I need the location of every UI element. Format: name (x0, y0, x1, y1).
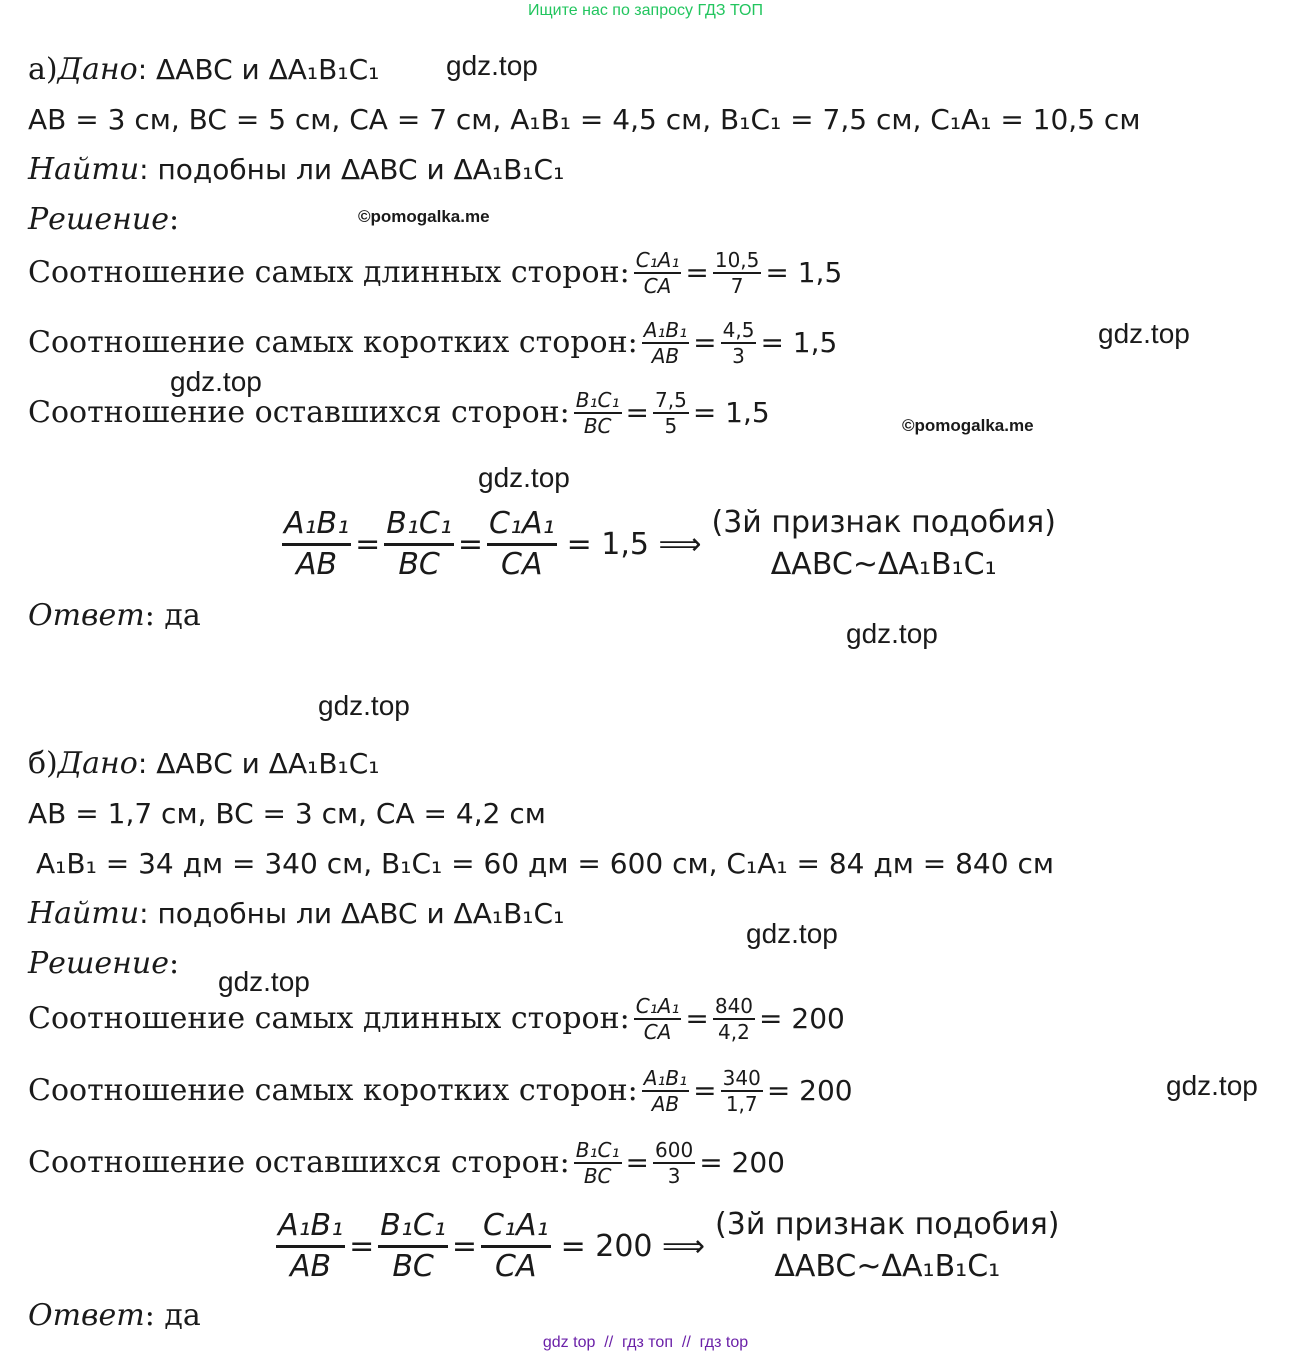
fraction (574, 388, 622, 438)
fraction-numerator: A₁B₁ (282, 505, 351, 546)
fraction-numerator: 840 (714, 994, 754, 1018)
watermark-pomogalka: ©pomogalka.me (902, 416, 1034, 435)
fraction-numerator: B₁C₁ (378, 1207, 448, 1248)
fraction-numerator: 340 (722, 1066, 761, 1090)
part-a-ratio-short: Соотношение самых коротких сторон: $\frac{\text{A₁B₁}}{AB}$ = $\frac{4,5}{3}$ = 1,5 (28, 318, 838, 368)
fraction-numerator: 7,5 (655, 388, 687, 412)
fraction (642, 318, 689, 368)
similarity-statement: ΔABC~ΔA₁B₁C₁ (774, 1249, 1001, 1284)
fraction-numerator: 10,5 (714, 248, 760, 272)
naiti-label: Найти (28, 152, 140, 187)
given-triangles: : ΔABC и ΔA₁B₁C₁ (137, 747, 380, 780)
fraction-denominator: CA (643, 1020, 672, 1044)
ratio-result: = 1,5 (760, 326, 838, 359)
fraction-denominator: AB (651, 1092, 680, 1116)
fraction-denominator: 3 (732, 344, 745, 368)
watermark-gdz: gdz.top (478, 462, 570, 493)
part-b-given-line (28, 746, 380, 782)
fraction-denominator: BC (583, 1164, 612, 1188)
part-a-label: а) (28, 52, 58, 87)
similarity-criterion: (3й признак подобия) (711, 505, 1056, 540)
ratio-result: = 1,5 (692, 396, 770, 429)
part-b-find-line (28, 896, 564, 932)
part-a-given-line (28, 52, 379, 88)
find-text: : подобны ли ΔABC и ΔA₁B₁C₁ (139, 153, 565, 186)
conclusion-note-block (712, 502, 1056, 586)
part-a-sides: AB = 3 см, BC = 5 см, CA = 7 см, A₁B₁ = 4,5 см, B₁C₁ = 7,5 см, C₁A₁ = 10,5 см (28, 103, 1141, 136)
ratio-long-label: Соотношение самых длинных сторон: (28, 1001, 630, 1036)
ratio-result: = 200 (699, 1146, 785, 1179)
reshenie-label: Решение (28, 946, 169, 981)
fraction-denominator: 5 (664, 414, 678, 438)
ratio-rest-label: Соотношение оставшихся сторон: (28, 395, 570, 430)
conclusion-result: = 200 ⟹ (560, 1228, 706, 1264)
fraction (634, 994, 682, 1044)
watermark-pomogalka: ©pomogalka.me (358, 207, 490, 226)
footer-links[interactable]: gdz top // гдз топ // гдз top (542, 1334, 749, 1351)
fraction (642, 1066, 689, 1116)
part-a-find-line (28, 152, 564, 188)
ratio-short-label: Соотношение самых коротких сторон: (28, 325, 638, 360)
fraction-denominator: 4,2 (718, 1020, 750, 1044)
conclusion-note-block (715, 1204, 1059, 1288)
fraction-numerator: A₁B₁ (643, 318, 688, 342)
fraction (487, 505, 557, 584)
watermark-gdz: gdz.top (846, 618, 938, 649)
ratio-rest-label: Соотношение оставшихся сторон: (28, 1145, 570, 1180)
fraction-denominator: CA (501, 546, 543, 582)
find-text: : подобны ли ΔABC и ΔA₁B₁C₁ (139, 897, 565, 930)
watermark-gdz: gdz.top (1098, 318, 1190, 349)
fraction-numerator: C₁A₁ (487, 505, 557, 546)
fraction (634, 248, 682, 298)
colon: : (168, 202, 180, 237)
fraction (282, 505, 351, 584)
ratio-long-label: Соотношение самых длинных сторон: (28, 255, 630, 290)
part-a-conclusion: $\frac{\text{A₁B₁}}{AB}$ = $\frac{\text{B₁C₁}}{BC}$ = $\frac{\text{C₁A₁}}{CA}$ = 1,5 ⟹ (3й признак подобия) ΔABC~ΔA₁B₁C₁ (278, 502, 1056, 586)
fraction-denominator: AB (290, 1248, 332, 1284)
fraction (574, 1138, 622, 1188)
part-b-ratio-rest: Соотношение оставшихся сторон: $\frac{\text{B₁C₁}}{BC}$ = $\frac{600}{3}$ = 200 (28, 1138, 785, 1188)
part-a-ratio-rest: Соотношение оставшихся сторон: $\frac{\text{B₁C₁}}{BC}$ = $\frac{7,5}{5}$ = 1,5 (28, 388, 770, 438)
fraction-denominator: 3 (667, 1164, 681, 1188)
ratio-result: = 200 (766, 1074, 853, 1107)
fraction-numerator: 600 (655, 1138, 694, 1162)
ratio-result: = 1,5 (765, 256, 843, 289)
part-b-sides: AB = 1,7 см, BC = 3 см, CA = 4,2 см (28, 797, 546, 830)
fraction-numerator: A₁B₁ (276, 1207, 345, 1248)
fraction (713, 994, 755, 1044)
part-b-answer (28, 1298, 201, 1334)
fraction-denominator: BC (583, 414, 612, 438)
fraction (721, 1066, 763, 1116)
part-a-answer (28, 598, 201, 634)
header-link[interactable]: Ищите нас по запросу ГДЗ ТОП (528, 2, 763, 19)
ratio-short-label: Соотношение самых коротких сторон: (28, 1073, 638, 1108)
answer-text: : да (144, 1298, 201, 1333)
fraction (721, 318, 757, 368)
fraction-denominator: CA (643, 274, 672, 298)
fraction (481, 1207, 551, 1286)
similarity-statement: ΔABC~ΔA₁B₁C₁ (770, 547, 997, 582)
watermark-gdz: gdz.top (170, 366, 262, 397)
dano-label: Дано (57, 52, 138, 87)
part-b-sides2: A₁B₁ = 34 дм = 340 см, B₁C₁ = 60 дм = 600 см, C₁A₁ = 84 дм = 840 см (36, 847, 1054, 880)
part-b-ratio-short: Соотношение самых коротких сторон: $\frac{\text{A₁B₁}}{AB}$ = $\frac{340}{1,7}$ = 200 (28, 1066, 853, 1116)
colon: : (168, 946, 180, 981)
fraction-denominator: BC (398, 546, 440, 582)
ratio-result: = 200 (759, 1002, 845, 1035)
fraction-numerator: 4,5 (722, 318, 755, 342)
fraction-numerator: B₁C₁ (384, 505, 454, 546)
fraction-denominator: BC (392, 1248, 434, 1284)
answer-text: : да (144, 598, 201, 633)
conclusion-result: = 1,5 ⟹ (566, 526, 702, 562)
fraction-numerator: C₁A₁ (635, 994, 680, 1018)
fraction (653, 1138, 695, 1188)
part-a-solution-heading (28, 202, 179, 238)
fraction-denominator: 1,7 (725, 1092, 758, 1116)
part-b-conclusion: $\frac{\text{A₁B₁}}{AB}$ = $\frac{\text{B₁C₁}}{BC}$ = $\frac{\text{C₁A₁}}{CA}$ = 200 ⟹ (3й признак подобия) ΔABC~ΔA₁B₁C₁ (272, 1204, 1059, 1288)
part-a-ratio-long: Соотношение самых длинных сторон: $\frac{\text{C₁A₁}}{CA}$ = $\frac{10,5}{7}$ = 1,5 (28, 248, 843, 298)
watermark-gdz: gdz.top (1166, 1070, 1258, 1101)
fraction-denominator: AB (651, 344, 680, 368)
otvet-label: Ответ (28, 1298, 145, 1333)
fraction-numerator: A₁B₁ (643, 1066, 688, 1090)
fraction-numerator: C₁A₁ (635, 248, 680, 272)
fraction (276, 1207, 345, 1286)
naiti-label: Найти (28, 896, 140, 931)
fraction-denominator: CA (495, 1248, 537, 1284)
fraction (713, 248, 762, 298)
reshenie-label: Решение (28, 202, 169, 237)
fraction-denominator: AB (296, 546, 338, 582)
fraction-numerator: B₁C₁ (575, 1138, 620, 1162)
fraction-numerator: C₁A₁ (481, 1207, 551, 1248)
part-b-label: б) (28, 746, 58, 781)
fraction-numerator: B₁C₁ (575, 388, 620, 412)
part-b-solution-heading (28, 946, 179, 982)
watermark-gdz: gdz.top (218, 966, 310, 997)
watermark-gdz: gdz.top (746, 918, 838, 949)
watermark-gdz: gdz.top (446, 50, 538, 81)
fraction (384, 505, 454, 584)
similarity-criterion: (3й признак подобия) (715, 1207, 1060, 1242)
otvet-label: Ответ (28, 598, 145, 633)
watermark-gdz: gdz.top (318, 690, 410, 721)
fraction (653, 388, 689, 438)
fraction-denominator: 7 (730, 274, 744, 298)
dano-label: Дано (57, 746, 138, 781)
part-b-ratio-long: Соотношение самых длинных сторон: $\frac{\text{C₁A₁}}{CA}$ = $\frac{840}{4,2}$ = 200 (28, 994, 845, 1044)
given-triangles: : ΔABC и ΔA₁B₁C₁ (137, 53, 380, 86)
fraction (378, 1207, 448, 1286)
